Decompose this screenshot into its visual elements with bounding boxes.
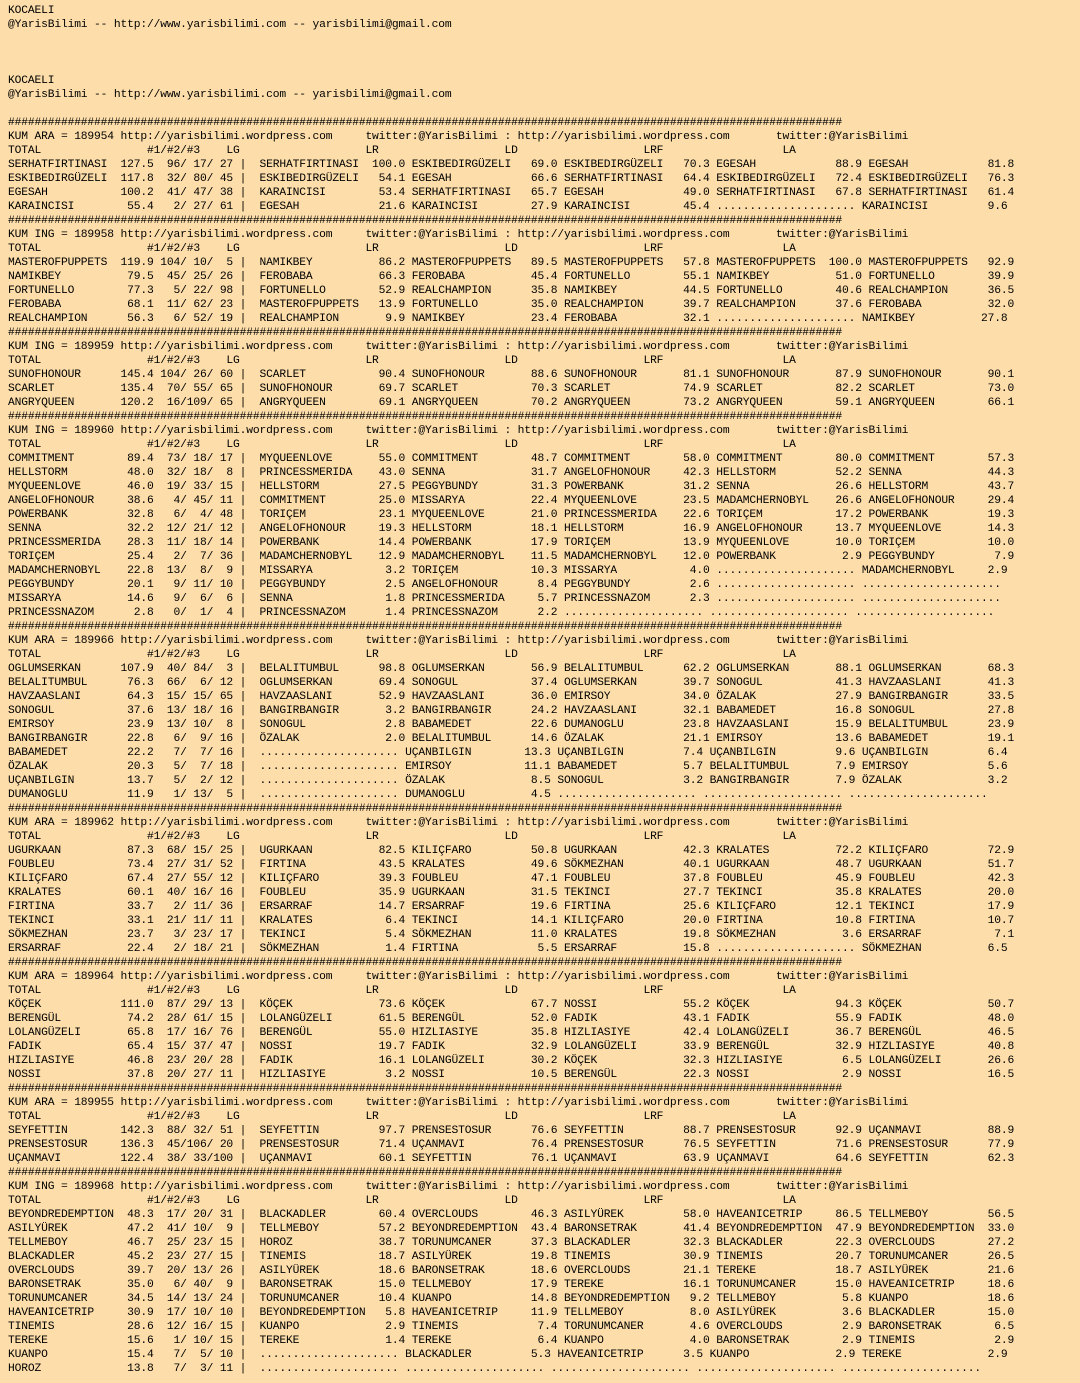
document-line: ESKIBEDIRGÜZELI 117.8 32/ 80/ 45 | ESKIBEDIRGÜZELI 54.1 EGESAH 66.6 SERHATFIRTINASI 64.4 ESKIBEDIRGÜZELI 72.4 ESKIBEDIRGÜZELI 76.3 xyxy=(8,173,1015,185)
document-line: @YarisBilimi -- http://www.yarisbilimi.com -- yarisbilimi@gmail.com xyxy=(8,89,452,101)
document-line: ############################################################################################################################## xyxy=(8,411,843,423)
document-line: ASILYÜREK 47.2 41/ 10/ 9 | TELLMEBOY 57.2 BEYONDREDEMPTION 43.4 BARONSETRAK 41.4 BEYONDREDEMPTION 47.9 BEYONDREDEMPTION 33.0 xyxy=(8,1223,1015,1235)
document-line: BERENGÜL 74.2 28/ 61/ 15 | LOLANGÜZELI 61.5 BERENGÜL 52.0 FADIK 43.1 FADIK 55.9 FADIK 48.0 xyxy=(8,1013,1015,1025)
document-line: TORUNUMCANER 34.5 14/ 13/ 24 | TORUNUMCANER 10.4 KUANPO 14.8 BEYONDREDEMPTION 9.2 TELLMEBOY 5.8 KUANPO 18.6 xyxy=(8,1293,1015,1305)
document-line: HIZLIASIYE 46.8 23/ 20/ 28 | FADIK 16.1 LOLANGÜZELI 30.2 KÖÇEK 32.3 HIZLIASIYE 6.5 LOLANGÜZELI 26.6 xyxy=(8,1055,1015,1067)
document-line: DUMANOGLU 11.9 1/ 13/ 5 | ..................... DUMANOGLU 4.5 ..................... ..................... ..................... xyxy=(8,789,988,801)
document-line: MASTEROFPUPPETS 119.9 104/ 10/ 5 | NAMIKBEY 86.2 MASTEROFPUPPETS 89.5 MASTEROFPUPPETS 57.8 MASTEROFPUPPETS 100.0 MASTEROFPUPPETS 92.9 xyxy=(8,257,1015,269)
document-line: BANGIRBANGIR 22.8 6/ 9/ 16 | ÖZALAK 2.0 BELALITUMBUL 14.6 ÖZALAK 21.1 EMIRSOY 13.6 BABAMEDET 19.1 xyxy=(8,733,1015,745)
document-line: FADIK 65.4 15/ 37/ 47 | NOSSI 19.7 FADIK 32.9 LOLANGÜZELI 33.9 BERENGÜL 32.9 HIZLIASIYE 40.8 xyxy=(8,1041,1015,1053)
document-line: ############################################################################################################################## xyxy=(8,215,843,227)
document-line: ############################################################################################################################## xyxy=(8,957,843,969)
document-line: OVERCLOUDS 39.7 20/ 13/ 26 | ASILYÜREK 18.6 BARONSETRAK 18.6 OVERCLOUDS 21.1 TEREKE 18.7 ASILYÜREK 21.6 xyxy=(8,1265,1015,1277)
document-line: UÇANBILGIN 13.7 5/ 2/ 12 | ..................... ÖZALAK 8.5 SONOGUL 3.2 BANGIRBANGIR 7.9 ÖZALAK 3.2 xyxy=(8,775,1008,787)
document-line: PRINCESSNAZOM 2.8 0/ 1/ 4 | PRINCESSNAZOM 1.4 PRINCESSNAZOM 2.2 ..................... ..................... ..................... xyxy=(8,607,995,619)
document-line: KOCAELI xyxy=(8,5,55,17)
document-line: SÖKMEZHAN 23.7 3/ 23/ 17 | TEKINCI 5.4 SÖKMEZHAN 11.0 KRALATES 19.8 SÖKMEZHAN 3.6 ERSARRAF 7.1 xyxy=(8,929,1015,941)
document-line: TELLMEBOY 46.7 25/ 23/ 15 | HOROZ 38.7 TORUNUMCANER 37.3 BLACKADLER 32.3 BLACKADLER 22.3 OVERCLOUDS 27.2 xyxy=(8,1237,1015,1249)
document-line: KUM ARA = 189962 http://yarisbilimi.wordpress.com twitter:@YarisBilimi : http://yarisbilimi.wordpress.com twitter:@YarisBilimi xyxy=(8,817,909,829)
document-line: KUM ING = 189958 http://yarisbilimi.wordpress.com twitter:@YarisBilimi : http://yarisbilimi.wordpress.com twitter:@YarisBilimi xyxy=(8,229,909,241)
document-line: TOTAL #1/#2/#3 LG LR LD LRF LA xyxy=(8,243,796,255)
document-line: TOTAL #1/#2/#3 LG LR LD LRF LA xyxy=(8,1111,796,1123)
document-line: PEGGYBUNDY 20.1 9/ 11/ 10 | PEGGYBUNDY 2.5 ANGELOFHONOUR 8.4 PEGGYBUNDY 2.6 ..................... ..................... xyxy=(8,579,1001,591)
document-line: TEKINCI 33.1 21/ 11/ 11 | KRALATES 6.4 TEKINCI 14.1 KILIÇFARO 20.0 FIRTINA 10.8 FIRTINA 10.7 xyxy=(8,915,1015,927)
document-line: BLACKADLER 45.2 23/ 27/ 15 | TINEMIS 18.7 ASILYÜREK 19.8 TINEMIS 30.9 TINEMIS 20.7 TORUNUMCANER 26.5 xyxy=(8,1251,1015,1263)
document-line: KUM ING = 189960 http://yarisbilimi.wordpress.com twitter:@YarisBilimi : http://yarisbilimi.wordpress.com twitter:@YarisBilimi xyxy=(8,425,909,437)
document-line: MYQUEENLOVE 46.0 19/ 33/ 15 | HELLSTORM 27.5 PEGGYBUNDY 31.3 POWERBANK 31.2 SENNA 26.6 HELLSTORM 43.7 xyxy=(8,481,1015,493)
document-line: MADAMCHERNOBYL 22.8 13/ 8/ 9 | MISSARYA 3.2 TORIÇEM 10.3 MISSARYA 4.0 ..................... MADAMCHERNOBYL 2.9 xyxy=(8,565,1008,577)
document-line xyxy=(8,46,1080,60)
document-line: BARONSETRAK 35.0 6/ 40/ 9 | BARONSETRAK 15.0 TELLMEBOY 17.9 TEREKE 16.1 TORUNUMCANER 15.0 HAVEANICETRIP 18.6 xyxy=(8,1279,1015,1291)
document-line: UGURKAAN 87.3 68/ 15/ 25 | UGURKAAN 82.5 KILIÇFARO 50.8 UGURKAAN 42.3 KRALATES 72.2 KILIÇFARO 72.9 xyxy=(8,845,1015,857)
document-line: ANGELOFHONOUR 38.6 4/ 45/ 11 | COMMITMENT 25.0 MISSARYA 22.4 MYQUEENLOVE 23.5 MADAMCHERNOBYL 26.6 ANGELOFHONOUR 29.4 xyxy=(8,495,1015,507)
document-line: EMIRSOY 23.9 13/ 10/ 8 | SONOGUL 2.8 BABAMEDET 22.6 DUMANOGLU 23.8 HAVZAASLANI 15.9 BELALITUMBUL 23.9 xyxy=(8,719,1015,731)
document-line: COMMITMENT 89.4 73/ 18/ 17 | MYQUEENLOVE 55.0 COMMITMENT 48.7 COMMITMENT 58.0 COMMITMENT 80.0 COMMITMENT 57.3 xyxy=(8,453,1015,465)
document-line: HELLSTORM 48.0 32/ 18/ 8 | PRINCESSMERIDA 43.0 SENNA 31.7 ANGELOFHONOUR 42.3 HELLSTORM 52.2 SENNA 44.3 xyxy=(8,467,1015,479)
document-line xyxy=(8,60,1080,74)
document-line: HOROZ 13.8 7/ 3/ 11 | ..................... ..................... ..................... ..................... ..................... xyxy=(8,1363,982,1375)
document-line: BELALITUMBUL 76.3 66/ 6/ 12 | OGLUMSERKAN 69.4 SONOGUL 37.4 OGLUMSERKAN 39.7 SONOGUL 41.3 HAVZAASLANI 41.3 xyxy=(8,677,1015,689)
document-line: KUM ARA = 189955 http://yarisbilimi.wordpress.com twitter:@YarisBilimi : http://yarisbilimi.wordpress.com twitter:@YarisBilimi xyxy=(8,1097,909,1109)
document-line: TOTAL #1/#2/#3 LG LR LD LRF LA xyxy=(8,1195,796,1207)
document-line: KILIÇFARO 67.4 27/ 55/ 12 | KILIÇFARO 39.3 FOUBLEU 47.1 FOUBLEU 37.8 FOUBLEU 45.9 FOUBLEU 42.3 xyxy=(8,873,1015,885)
document-line: ############################################################################################################################## xyxy=(8,621,843,633)
document-line: SONOGUL 37.6 13/ 18/ 16 | BANGIRBANGIR 3.2 BANGIRBANGIR 24.2 HAVZAASLANI 32.1 BABAMEDET 16.8 SONOGUL 27.8 xyxy=(8,705,1015,717)
document-line: ERSARRAF 22.4 2/ 18/ 21 | SÖKMEZHAN 1.4 FIRTINA 5.5 ERSARRAF 15.8 ..................... SÖKMEZHAN 6.5 xyxy=(8,943,1008,955)
document-line: FOUBLEU 73.4 27/ 31/ 52 | FIRTINA 43.5 KRALATES 49.6 SÖKMEZHAN 40.1 UGURKAAN 48.7 UGURKAAN 51.7 xyxy=(8,859,1015,871)
document-line: FEROBABA 68.1 11/ 62/ 23 | MASTEROFPUPPETS 13.9 FORTUNELLO 35.0 REALCHAMPION 39.7 REALCHAMPION 37.6 FEROBABA 32.0 xyxy=(8,299,1015,311)
document-line: TOTAL #1/#2/#3 LG LR LD LRF LA xyxy=(8,355,796,367)
document-line: TOTAL #1/#2/#3 LG LR LD LRF LA xyxy=(8,649,796,661)
document-line: @YarisBilimi -- http://www.yarisbilimi.com -- yarisbilimi@gmail.com xyxy=(8,19,452,31)
document-line: FORTUNELLO 77.3 5/ 22/ 98 | FORTUNELLO 52.9 REALCHAMPION 35.8 NAMIKBEY 44.5 FORTUNELLO 40.6 REALCHAMPION 36.5 xyxy=(8,285,1015,297)
document-line xyxy=(8,32,1080,46)
document-line: TOTAL #1/#2/#3 LG LR LD LRF LA xyxy=(8,831,796,843)
document-line: UÇANMAVI 122.4 38/ 33/100 | UÇANMAVI 60.1 SEYFETTIN 76.1 UÇANMAVI 63.9 UÇANMAVI 64.6 SEYFETTIN 62.3 xyxy=(8,1153,1015,1165)
document-line: OGLUMSERKAN 107.9 40/ 84/ 3 | BELALITUMBUL 98.8 OGLUMSERKAN 56.9 BELALITUMBUL 62.2 OGLUMSERKAN 88.1 OGLUMSERKAN 68.3 xyxy=(8,663,1015,675)
document-line: KOCAELI xyxy=(8,75,55,87)
document-line: TORIÇEM 25.4 2/ 7/ 36 | MADAMCHERNOBYL 12.9 MADAMCHERNOBYL 11.5 MADAMCHERNOBYL 12.0 POWERBANK 2.9 PEGGYBUNDY 7.9 xyxy=(8,551,1015,563)
document-line: NAMIKBEY 79.5 45/ 25/ 26 | FEROBABA 66.3 FEROBABA 45.4 FORTUNELLO 55.1 NAMIKBEY 51.0 FORTUNELLO 39.9 xyxy=(8,271,1015,283)
document-line: SERHATFIRTINASI 127.5 96/ 17/ 27 | SERHATFIRTINASI 100.0 ESKIBEDIRGÜZELI 69.0 ESKIBEDIRGÜZELI 70.3 EGESAH 88.9 EGESAH 81.8 xyxy=(8,159,1015,171)
document-line: NOSSI 37.8 20/ 27/ 11 | HIZLIASIYE 3.2 NOSSI 10.5 BERENGÜL 22.3 NOSSI 2.9 NOSSI 16.5 xyxy=(8,1069,1015,1081)
document-line: HAVZAASLANI 64.3 15/ 15/ 65 | HAVZAASLANI 52.9 HAVZAASLANI 36.0 EMIRSOY 34.0 ÖZALAK 27.9 BANGIRBANGIR 33.5 xyxy=(8,691,1015,703)
document-line: TINEMIS 28.6 12/ 16/ 15 | KUANPO 2.9 TINEMIS 7.4 TORUNUMCANER 4.6 OVERCLOUDS 2.9 BARONSETRAK 6.5 xyxy=(8,1321,1015,1333)
document-line: ############################################################################################################################## xyxy=(8,327,843,339)
document-line: KRALATES 60.1 40/ 16/ 16 | FOUBLEU 35.9 UGURKAAN 31.5 TEKINCI 27.7 TEKINCI 35.8 KRALATES 20.0 xyxy=(8,887,1015,899)
document-line: ############################################################################################################################## xyxy=(8,117,843,129)
document-line: KUANPO 15.4 7/ 5/ 10 | ..................... BLACKADLER 5.3 HAVEANICETRIP 3.5 KUANPO 2.9 TEREKE 2.9 xyxy=(8,1349,1008,1361)
document-line: ANGRYQUEEN 120.2 16/109/ 65 | ANGRYQUEEN 69.1 ANGRYQUEEN 70.2 ANGRYQUEEN 73.2 ANGRYQUEEN 59.1 ANGRYQUEEN 66.1 xyxy=(8,397,1015,409)
document-line: ÖZALAK 20.3 5/ 7/ 18 | ..................... EMIRSOY 11.1 BABAMEDET 5.7 BELALITUMBUL 7.9 EMIRSOY 5.6 xyxy=(8,761,1008,773)
document-line: KARAINCISI 55.4 2/ 27/ 61 | EGESAH 21.6 KARAINCISI 27.9 KARAINCISI 45.4 ..................... KARAINCISI 9.6 xyxy=(8,201,1008,213)
document-line: TEREKE 15.6 1/ 10/ 15 | TEREKE 1.4 TEREKE 6.4 KUANPO 4.0 BARONSETRAK 2.9 TINEMIS 2.9 xyxy=(8,1335,1015,1347)
document-line: EGESAH 100.2 41/ 47/ 38 | KARAINCISI 53.4 SERHATFIRTINASI 65.7 EGESAH 49.0 SERHATFIRTINASI 67.8 SERHATFIRTINASI 61.4 xyxy=(8,187,1015,199)
document-line: REALCHAMPION 56.3 6/ 52/ 19 | REALCHAMPION 9.9 NAMIKBEY 23.4 FEROBABA 32.1 ..................... NAMIKBEY 27.8 xyxy=(8,313,1008,325)
document-line: TOTAL #1/#2/#3 LG LR LD LRF LA xyxy=(8,145,796,157)
document-line: SUNOFHONOUR 145.4 104/ 26/ 60 | SCARLET 90.4 SUNOFHONOUR 88.6 SUNOFHONOUR 81.1 SUNOFHONOUR 87.9 SUNOFHONOUR 90.1 xyxy=(8,369,1015,381)
document-line: SENNA 32.2 12/ 21/ 12 | ANGELOFHONOUR 19.3 HELLSTORM 18.1 HELLSTORM 16.9 ANGELOFHONOUR 13.7 MYQUEENLOVE 14.3 xyxy=(8,523,1015,535)
document-line: BEYONDREDEMPTION 48.3 17/ 20/ 31 | BLACKADLER 60.4 OVERCLOUDS 46.3 ASILYÜREK 58.0 HAVEANICETRIP 86.5 TELLMEBOY 56.5 xyxy=(8,1209,1015,1221)
document-line: POWERBANK 32.8 6/ 4/ 48 | TORIÇEM 23.1 MYQUEENLOVE 21.0 PRINCESSMERIDA 22.6 TORIÇEM 17.2 POWERBANK 19.3 xyxy=(8,509,1015,521)
document-line: KUM ING = 189959 http://yarisbilimi.wordpress.com twitter:@YarisBilimi : http://yarisbilimi.wordpress.com twitter:@YarisBilimi xyxy=(8,341,909,353)
document-line: SEYFETTIN 142.3 88/ 32/ 51 | SEYFETTIN 97.7 PRENSESTOSUR 76.6 SEYFETTIN 88.7 PRENSESTOSUR 92.9 UÇANMAVI 88.9 xyxy=(8,1125,1015,1137)
document-line: LOLANGÜZELI 65.8 17/ 16/ 76 | BERENGÜL 55.0 HIZLIASIYE 35.8 HIZLIASIYE 42.4 LOLANGÜZELI 36.7 BERENGÜL 46.5 xyxy=(8,1027,1015,1039)
document-line: KÖÇEK 111.0 87/ 29/ 13 | KÖÇEK 73.6 KÖÇEK 67.7 NOSSI 55.2 KÖÇEK 94.3 KÖÇEK 50.7 xyxy=(8,999,1015,1011)
document-line: KUM ARA = 189964 http://yarisbilimi.wordpress.com twitter:@YarisBilimi : http://yarisbilimi.wordpress.com twitter:@YarisBilimi xyxy=(8,971,909,983)
document-line: FIRTINA 33.7 2/ 11/ 36 | ERSARRAF 14.7 ERSARRAF 19.6 FIRTINA 25.6 KILIÇFARO 12.1 TEKINCI 17.9 xyxy=(8,901,1015,913)
document-line: BABAMEDET 22.2 7/ 7/ 16 | ..................... UÇANBILGIN 13.3 UÇANBILGIN 7.4 UÇANBILGIN 9.6 UÇANBILGIN 6.4 xyxy=(8,747,1008,759)
document-line: KUM ARA = 189966 http://yarisbilimi.wordpress.com twitter:@YarisBilimi : http://yarisbilimi.wordpress.com twitter:@YarisBilimi xyxy=(8,635,909,647)
document-line: TOTAL #1/#2/#3 LG LR LD LRF LA xyxy=(8,439,796,451)
document-line: MISSARYA 14.6 9/ 6/ 6 | SENNA 1.8 PRINCESSMERIDA 5.7 PRINCESSNAZOM 2.3 ..................... ..................... xyxy=(8,593,1001,605)
document-line: TOTAL #1/#2/#3 LG LR LD LRF LA xyxy=(8,985,796,997)
document-line: KUM ARA = 189954 http://yarisbilimi.wordpress.com twitter:@YarisBilimi : http://yarisbilimi.wordpress.com twitter:@YarisBilimi xyxy=(8,131,909,143)
document-line: PRINCESSMERIDA 28.3 11/ 18/ 14 | POWERBANK 14.4 POWERBANK 17.9 TORIÇEM 13.9 MYQUEENLOVE 10.0 TORIÇEM 10.0 xyxy=(8,537,1015,549)
document-line: PRENSESTOSUR 136.3 45/106/ 20 | PRENSESTOSUR 71.4 UÇANMAVI 76.4 PRENSESTOSUR 76.5 SEYFETTIN 71.6 PRENSESTOSUR 77.9 xyxy=(8,1139,1015,1151)
document-line xyxy=(8,102,1080,116)
document-line: HAVEANICETRIP 30.9 17/ 10/ 10 | BEYONDREDEMPTION 5.8 HAVEANICETRIP 11.9 TELLMEBOY 8.0 ASILYÜREK 3.6 BLACKADLER 15.0 xyxy=(8,1307,1015,1319)
document-line: ############################################################################################################################## xyxy=(8,1167,843,1179)
document-line: KUM ING = 189968 http://yarisbilimi.wordpress.com twitter:@YarisBilimi : http://yarisbilimi.wordpress.com twitter:@YarisBilimi xyxy=(8,1181,909,1193)
document-line: SCARLET 135.4 70/ 55/ 65 | SUNOFHONOUR 69.7 SCARLET 70.3 SCARLET 74.9 SCARLET 82.2 SCARLET 73.0 xyxy=(8,383,1015,395)
document-line: ############################################################################################################################## xyxy=(8,803,843,815)
document-line: ############################################################################################################################## xyxy=(8,1083,843,1095)
